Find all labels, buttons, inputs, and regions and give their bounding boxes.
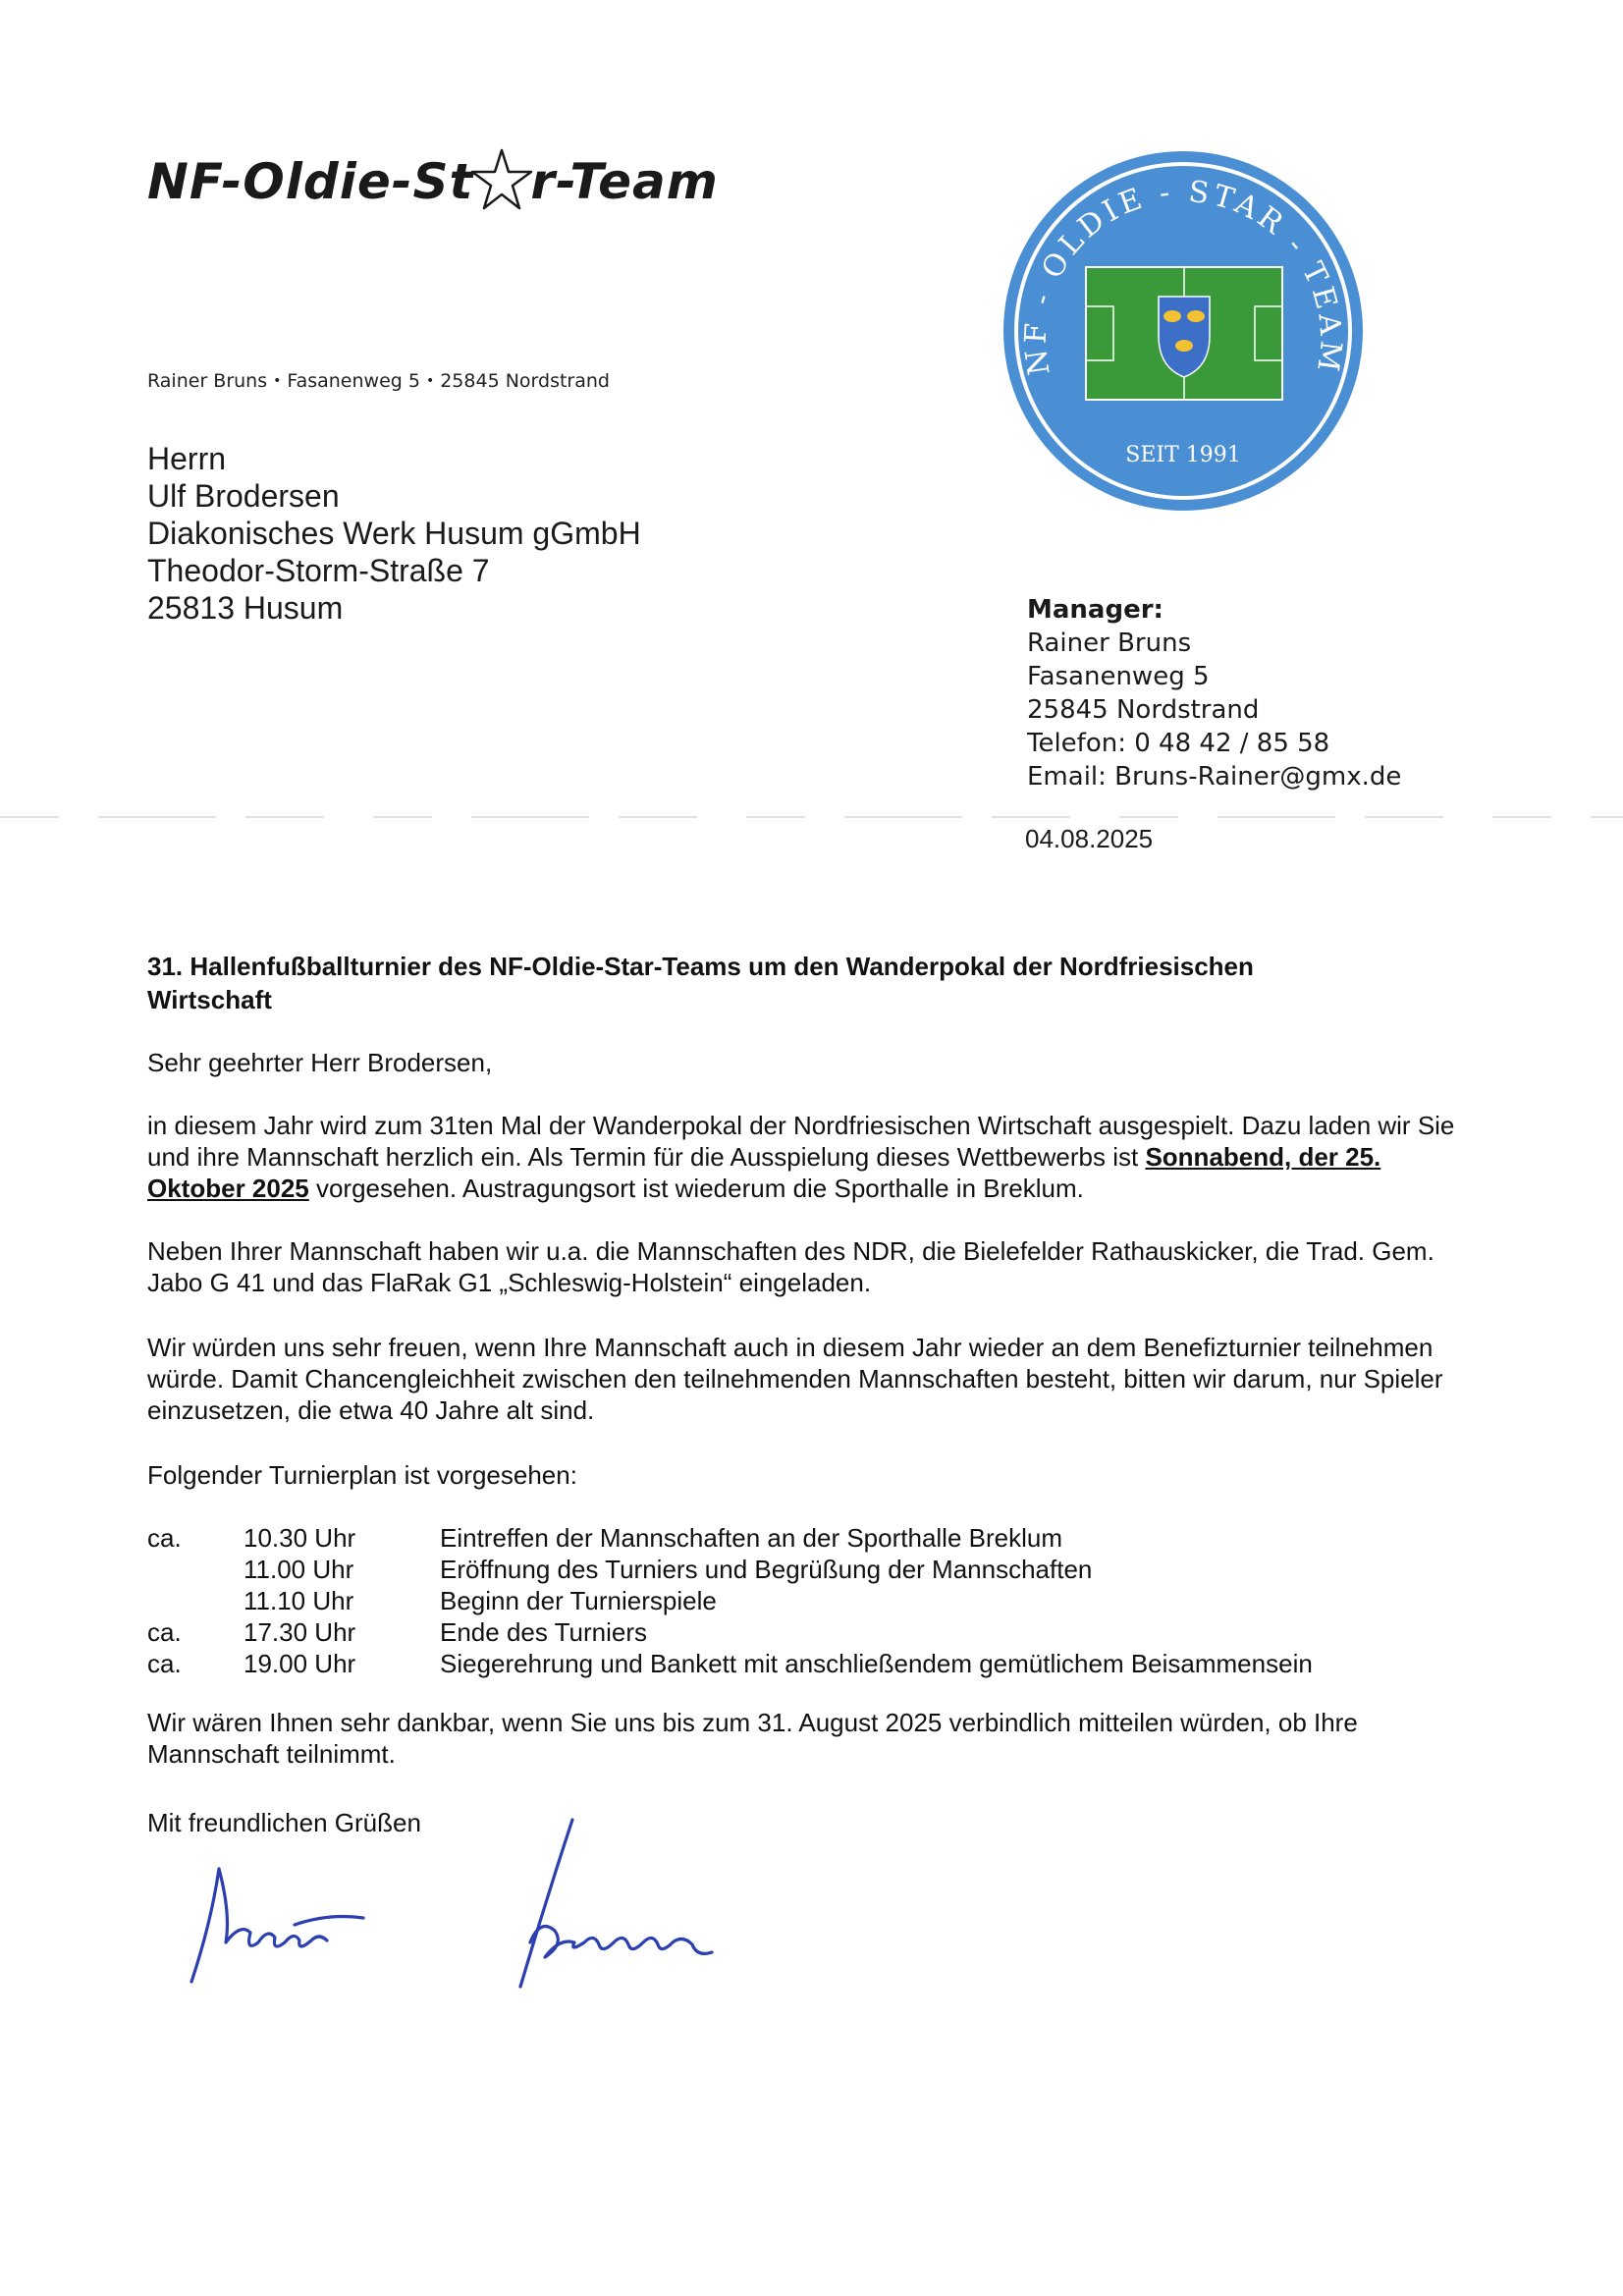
recipient-line: Ulf Brodersen [147, 478, 340, 514]
schedule-intro: Folgender Turnierplan ist vorgesehen: [147, 1460, 577, 1490]
star-icon [469, 147, 534, 212]
recipient-line: 25813 Husum [147, 590, 344, 626]
recipient-line: Diakonisches Werk Husum gGmbH [147, 516, 641, 551]
schedule-row [147, 1648, 1313, 1679]
manager-phone: Telefon: 0 48 42 / 85 58 [1027, 729, 1330, 758]
sender-city: 25845 Nordstrand [440, 370, 610, 392]
schedule-time: 17.30 Uhr [243, 1617, 356, 1647]
schedule-time: 10.30 Uhr [243, 1523, 356, 1553]
logo-ring-text: NF - OLDIE - STAR - TEAM [1018, 174, 1348, 378]
sender-street: Fasanenweg 5 [287, 370, 420, 392]
scan-artifact-line [0, 816, 1623, 818]
sender-line [147, 370, 610, 392]
schedule-event: Ende des Turniers [440, 1617, 648, 1647]
schedule-event: Beginn der Turnierspiele [440, 1586, 717, 1615]
paragraph-request: Wir würden uns sehr freuen, wenn Ihre Mannschaft auch in diesem Jahr wieder an dem Benefizturnier teilnehmen würde. Damit Chancengleichheit zwischen den teilnehmenden Mannschaften besteht, bitten wir darum, nur Spieler einzusetzen, die etwa 40 Jahre alt sind. [147, 1333, 1443, 1425]
event-date-emphasis: Sonnabend, der 25. Oktober 2025 [147, 1142, 1381, 1203]
letter-date: 04.08.2025 [1025, 824, 1154, 853]
schedule-prefix: ca. [147, 1649, 182, 1678]
separator-dot: • [273, 373, 282, 389]
separator-dot: • [425, 373, 435, 389]
salutation: Sehr geehrter Herr Brodersen, [147, 1048, 493, 1077]
recipient-line: Herrn [147, 441, 227, 476]
closing-greeting: Mit freundlichen Grüßen [147, 1808, 421, 1837]
recipient-address [147, 440, 641, 627]
letter-subject: 31. Hallenfußballturnier des NF-Oldie-Star-Teams um den Wanderpokal der Nordfriesischen Wirtschaft [147, 952, 1254, 1014]
manager-line: 25845 Nordstrand [1027, 695, 1260, 725]
schedule-prefix [147, 1585, 243, 1616]
schedule-row [147, 1554, 1313, 1585]
handwritten-signature [182, 1815, 790, 2001]
schedule-row [147, 1585, 1313, 1616]
schedule-row [147, 1616, 1313, 1648]
schedule-event: Eröffnung des Turniers und Begrüßung der Mannschaften [440, 1555, 1093, 1584]
schedule-list [147, 1522, 1313, 1679]
team-title [147, 147, 719, 212]
schedule-prefix: ca. [147, 1523, 182, 1553]
paragraph-text: in diesem Jahr wird zum 31ten Mal der Wanderpokal der Nordfriesischen Wirtschaft ausgespielt. Dazu laden wir Sie und ihre Mannschaft herzlich ein. Als Termin für die Ausspielung dieses Wettbewerbs ist [147, 1111, 1455, 1172]
schedule-row [147, 1522, 1313, 1554]
logo-since-text: SEIT 1991 [1125, 443, 1241, 467]
manager-label: Manager: [1027, 595, 1163, 625]
paragraph-text: vorgesehen. Austragungsort ist wiederum die Sporthalle in Breklum. [308, 1174, 1084, 1203]
manager-line: Rainer Bruns [1027, 629, 1192, 658]
schedule-time: 11.10 Uhr [243, 1586, 354, 1615]
team-logo [1001, 149, 1365, 513]
paragraph-invitation [147, 1110, 1483, 1204]
team-title-part2: r-Team [530, 153, 719, 210]
team-title-part1: NF-Oldie-St [147, 153, 474, 210]
schedule-event: Eintreffen der Mannschaften an der Sporthalle Breklum [440, 1523, 1062, 1553]
schedule-prefix [147, 1554, 243, 1585]
recipient-line: Theodor-Storm-Straße 7 [147, 553, 490, 588]
sender-name: Rainer Bruns [147, 370, 268, 392]
schedule-time: 11.00 Uhr [243, 1555, 354, 1584]
manager-email: Email: Bruns-Rainer@gmx.de [1027, 762, 1402, 792]
schedule-prefix: ca. [147, 1617, 182, 1647]
paragraph-reply-request: Wir wären Ihnen sehr dankbar, wenn Sie uns bis zum 31. August 2025 verbindlich mitteilen würden, ob Ihre Mannschaft teilnimmt. [147, 1708, 1358, 1769]
schedule-time: 19.00 Uhr [243, 1649, 356, 1678]
manager-contact-block [1027, 593, 1401, 793]
schedule-event: Siegerehrung und Bankett mit anschließendem gemütlichem Beisammensein [440, 1649, 1313, 1678]
paragraph-teams: Neben Ihrer Mannschaft haben wir u.a. die Mannschaften des NDR, die Bielefelder Rathauskicker, die Trad. Gem. Jabo G 41 und das FlaRak G1 „Schleswig-Holstein“ eingeladen. [147, 1236, 1434, 1297]
manager-line: Fasanenweg 5 [1027, 662, 1210, 691]
